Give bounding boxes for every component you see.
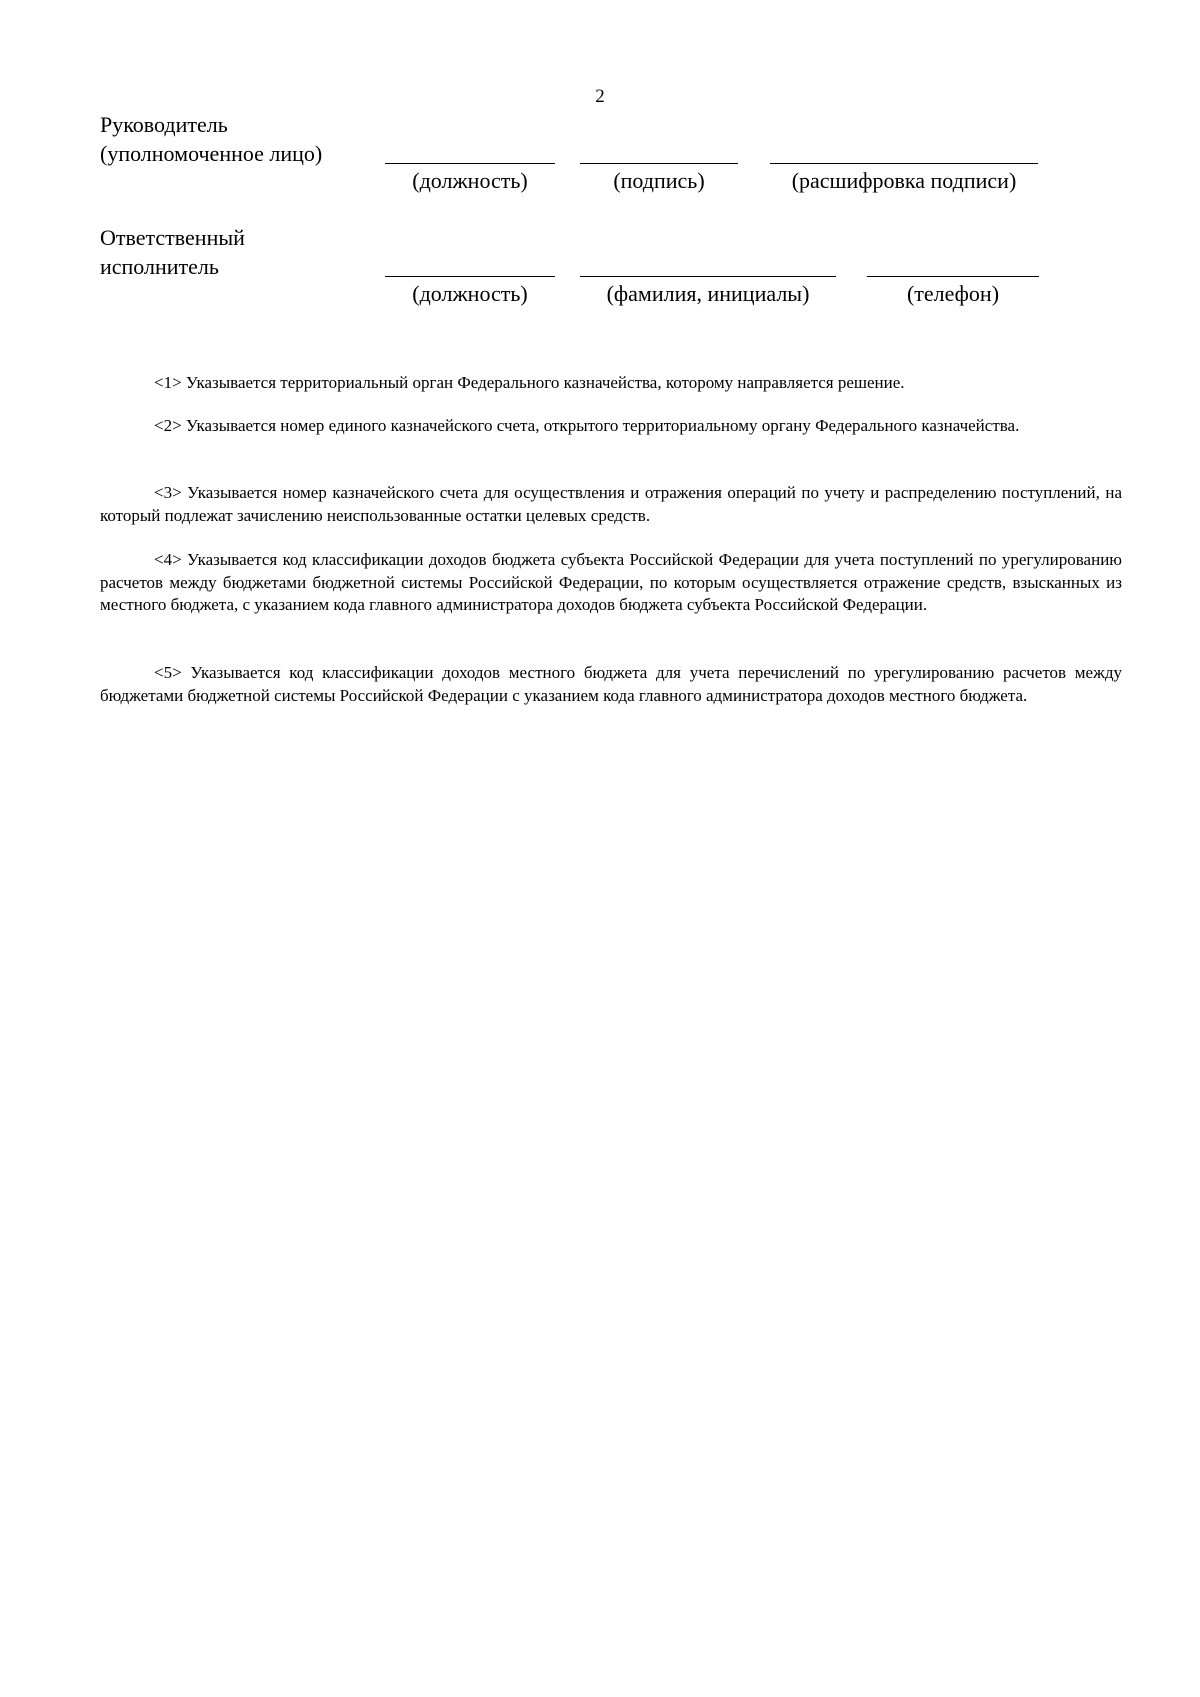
footnote-3: <3> Указывается номер казначейского счета для осуществления и отражения операций по учету и распределению поступлений, на который подлежат зачислению неиспользованные остатки целевых средств. [100, 483, 1122, 525]
head-role-label-line2: (уполномоченное лицо) [100, 141, 323, 166]
head-role-label [100, 110, 322, 168]
footnote-1: <1> Указывается территориальный орган Федерального казначейства, которому направляется решение. [154, 373, 905, 392]
executor-role-label-line2: исполнитель [100, 254, 219, 279]
head-signature-caption: (подпись) [613, 168, 705, 193]
executor-role-label-line1: Ответственный [100, 225, 245, 250]
executor-role-label [100, 223, 245, 281]
head-role-label-line1: Руководитель [100, 112, 228, 137]
footnote-4: <4> Указывается код классификации доходов бюджета субъекта Российской Федерации для учета поступлений по урегулированию расчетов между бюджетами бюджетной системы Российской Федерации, по которым осуществляется отражение средств, взысканных из местного бюджета, с указанием кода главного администратора доходов бюджета субъекта Российской Федерации. [100, 550, 1122, 614]
executor-phone-caption: (телефон) [906, 281, 1000, 306]
executor-name-line[interactable] [580, 276, 836, 277]
executor-phone-line[interactable] [867, 276, 1039, 277]
footnote-2: <2> Указывается номер единого казначейского счета, открытого территориальному органу Федерального казначейства. [154, 416, 1020, 435]
page-number: 2 [595, 86, 605, 107]
head-position-caption: (должность) [412, 168, 528, 193]
head-position-line[interactable] [385, 163, 555, 164]
executor-position-line[interactable] [385, 276, 555, 277]
head-signature-decode-caption: (расшифровка подписи) [791, 168, 1017, 193]
head-signature-decode-line[interactable] [770, 163, 1038, 164]
executor-name-caption: (фамилия, инициалы) [606, 281, 810, 306]
executor-position-caption: (должность) [412, 281, 528, 306]
footnote-5: <5> Указывается код классификации доходов местного бюджета для учета перечислений по урегулированию расчетов между бюджетами бюджетной системы Российской Федерации с указанием кода главного администратора доходов местного бюджета. [100, 663, 1122, 705]
head-signature-line[interactable] [580, 163, 738, 164]
